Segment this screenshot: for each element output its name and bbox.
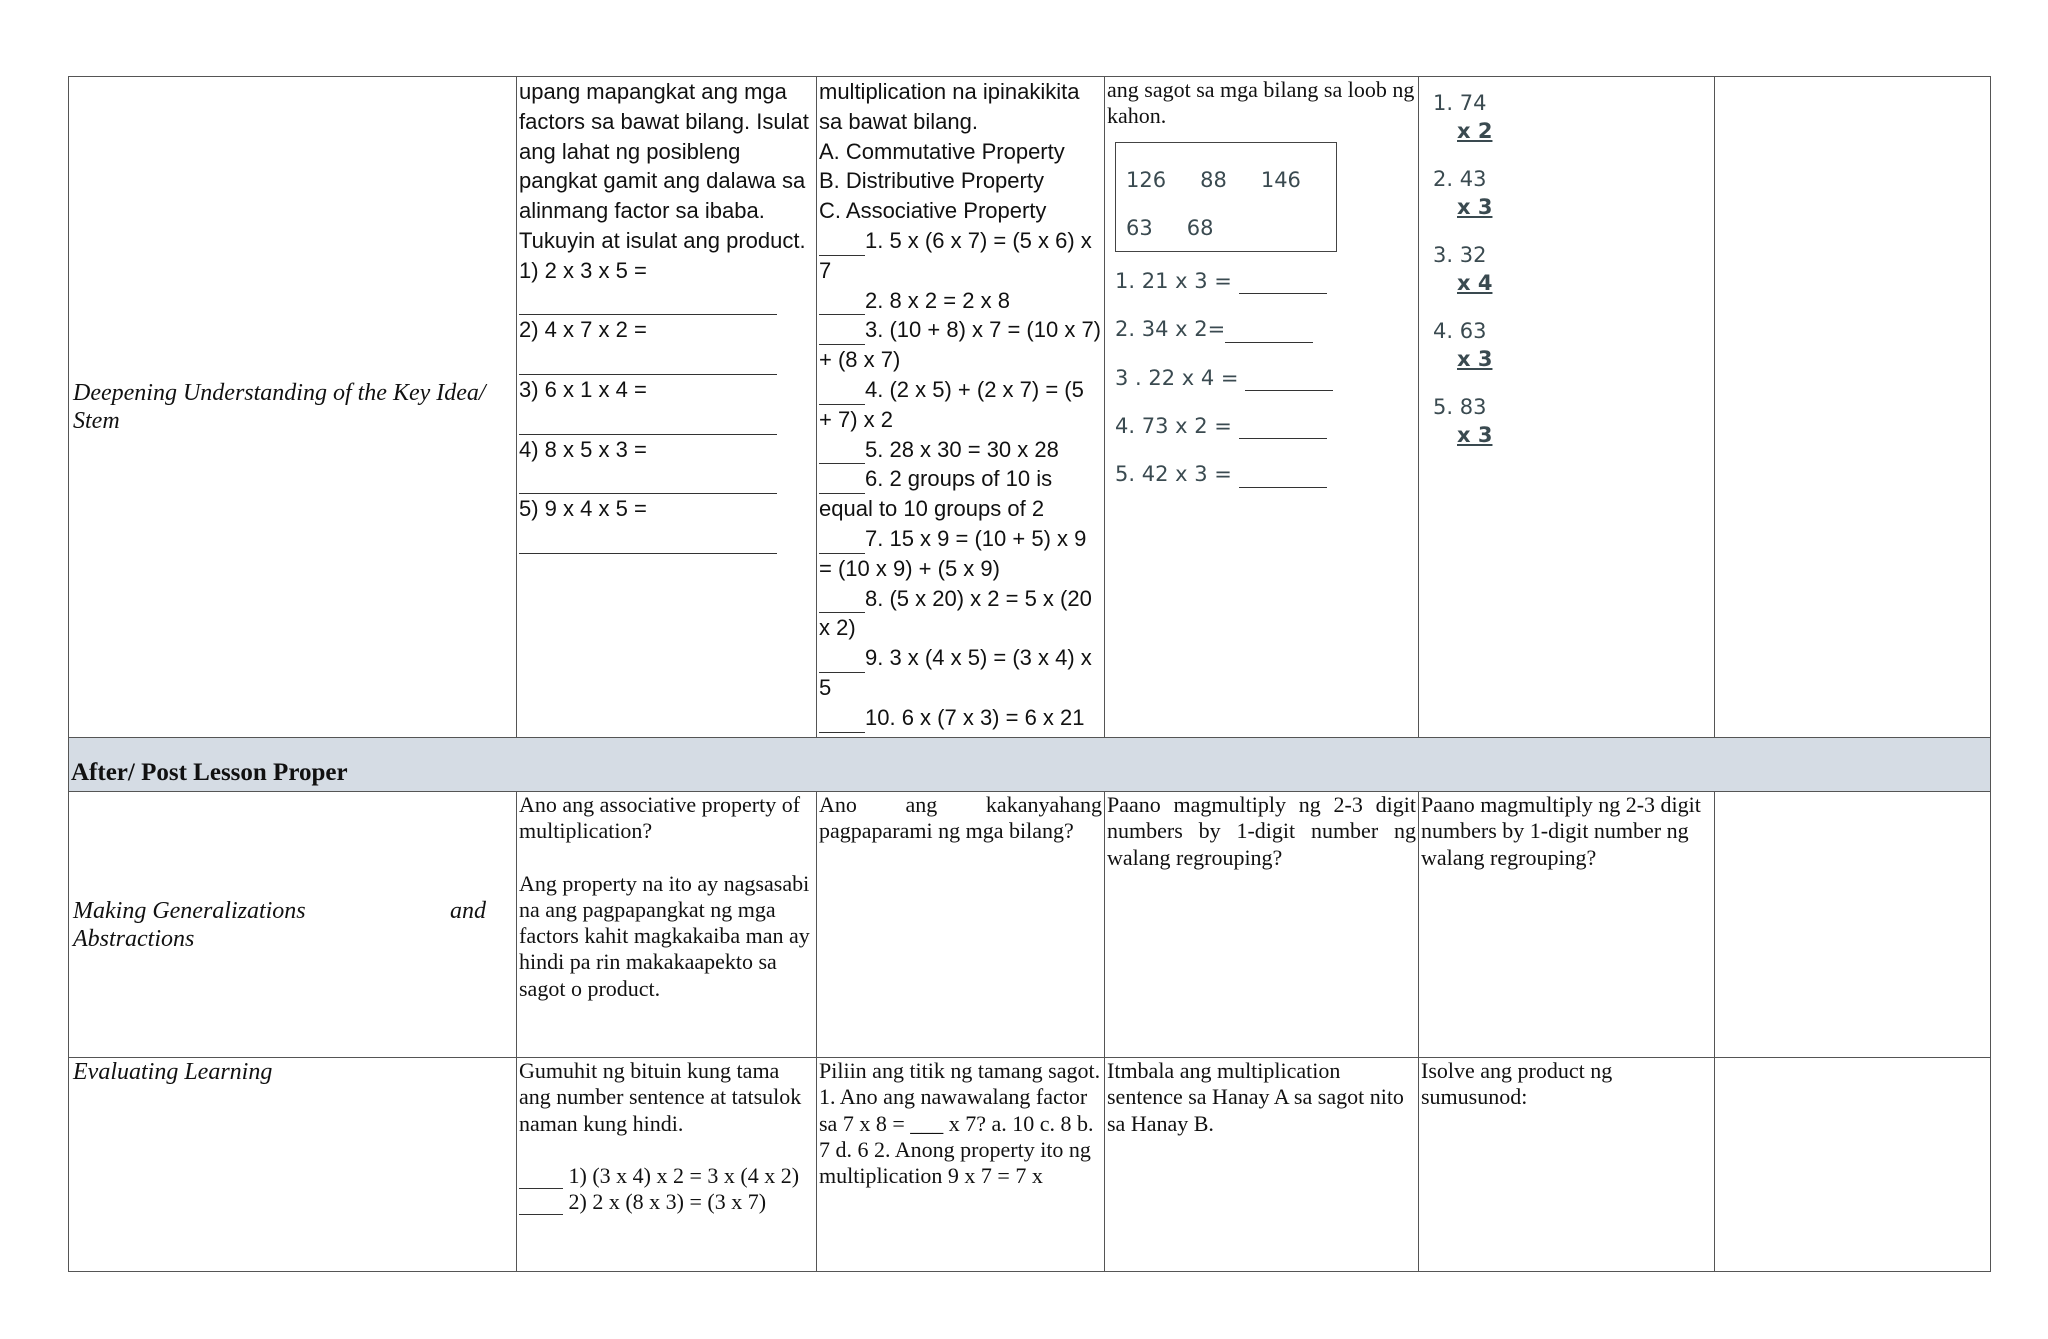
col1-item: 5) 9 x 4 x 5 =	[519, 496, 647, 522]
col3-instructions: ang sagot sa mga bilang sa loob ng kahon.	[1107, 77, 1415, 129]
evaluating-col5-empty	[1715, 1058, 1991, 1272]
property-item: 5. 28 x 30 = 30 x 28	[819, 435, 1102, 465]
question-text: Paano magmultiply ng 2-3 digit numbers by 1-digit number ng walang regrouping?	[1421, 792, 1701, 870]
answer-box	[1115, 142, 1337, 253]
table-row-deepening	[69, 77, 1991, 738]
property-item: 9. 3 x (4 x 5) = (3 x 4) x 5	[819, 645, 1092, 700]
answer-line	[519, 345, 814, 375]
question-text: Ano ang kakanyahang pagpaparami ng mga bilang?	[819, 792, 1102, 844]
property-item: 8. (5 x 20) x 2 = 5 x (20 x 2)	[819, 585, 1092, 641]
generalizations-col2	[817, 792, 1105, 1058]
answer-line	[519, 286, 814, 316]
answer-choice: 63	[1126, 215, 1153, 240]
property-item: 2. 8 x 2 = 2 x 8	[819, 286, 1102, 316]
answer-choice: 146	[1260, 167, 1301, 192]
property-item: 4. (2 x 5) + (2 x 7) = (5 + 7) x 2	[819, 376, 1084, 432]
generalizations-col5-empty	[1715, 792, 1991, 1058]
table-row-generalizations	[69, 792, 1991, 1058]
col1-item: 3) 6 x 1 x 4 =	[519, 376, 647, 402]
col1-item: 4) 8 x 5 x 3 =	[519, 436, 647, 462]
answer-box-row	[1126, 167, 1326, 193]
instructions-text: Itmbala ang multiplication sentence sa Hanay A sa sagot nito sa Hanay B.	[1107, 1058, 1404, 1136]
eval-item: 2) 2 x (8 x 3) = (3 x 7)	[519, 1189, 814, 1215]
question-text: Ano ang associative property of multiplication?	[519, 792, 801, 844]
generalizations-col1	[517, 792, 817, 1058]
instructions-text: Isolve ang product ng sumusunod:	[1421, 1058, 1613, 1110]
table-row-evaluating	[69, 1058, 1991, 1272]
generalizations-col4	[1419, 792, 1715, 1058]
lesson-plan-table	[68, 76, 1991, 1272]
answer-text: Ang property na ito ay nagsasabi na ang pagpapangkat ng mga factors kahit magkakaiba man ay hindi pa rin makakaapekto sa sagot o product.	[519, 870, 810, 1001]
deepening-col3	[1105, 77, 1419, 738]
section-band	[69, 738, 1991, 792]
row-label-deepening	[69, 77, 517, 738]
evaluating-col4	[1419, 1058, 1715, 1272]
property-item: 7. 15 x 9 = (10 + 5) x 9 = (10 x 9) + (5 x 9)	[819, 525, 1087, 581]
property-item: 1. 5 x (6 x 7) = (5 x 6) x 7	[819, 227, 1092, 283]
section-title: After/ Post Lesson Proper	[69, 738, 1991, 792]
evaluating-col2	[817, 1058, 1105, 1272]
row-label-generalizations	[69, 792, 517, 1058]
row-label-text: and	[450, 897, 486, 924]
deepening-col4	[1419, 77, 1715, 738]
question-text: Paano magmultiply ng 2-3 digit numbers by 1-digit number ng walang regrouping?	[1107, 792, 1416, 870]
eval-item: 1) (3 x 4) x 2 = 3 x (4 x 2)	[519, 1163, 814, 1189]
vertical-multiplication: 5. 83 x 3	[1433, 395, 1493, 447]
property-item: 6. 2 groups of 10 is equal to 10 groups of 2	[819, 466, 1053, 522]
row-label-evaluating	[69, 1058, 517, 1272]
deepening-col2	[817, 77, 1105, 738]
answer-line	[519, 405, 814, 435]
equation-item: 5. 42 x 3 =	[1115, 461, 1416, 487]
vertical-multiplication-list	[1433, 89, 1712, 449]
col2-instructions: multiplication na ipinakikita sa bawat bilang.	[819, 79, 1080, 134]
answer-choice: 68	[1186, 215, 1214, 240]
vertical-multiplication: 3. 32 x 4	[1433, 243, 1493, 295]
property-item: 3. (10 + 8) x 7 = (10 x 7) + (8 x 7)	[819, 317, 1102, 373]
property-item: 10. 6 x (7 x 3) = 6 x 21	[819, 703, 1102, 733]
property-option: C. Associative Property	[819, 198, 1047, 224]
equation-item: 4. 73 x 2 =	[1115, 413, 1416, 439]
answer-line	[519, 524, 814, 554]
row-label-text: Deepening Understanding of the Key Idea/ Stem	[73, 380, 486, 434]
answer-choice: 126	[1126, 167, 1167, 192]
answer-line	[519, 464, 814, 494]
row-label-text: Making Generalizations	[73, 897, 306, 924]
property-option: A. Commutative Property	[819, 138, 1065, 164]
row-label-text: Evaluating Learning	[73, 1059, 273, 1085]
equation-item: 2. 34 x 2=	[1115, 316, 1416, 342]
row-label-text: Abstractions	[73, 925, 195, 952]
vertical-multiplication: 4. 63 x 3	[1433, 319, 1493, 371]
property-option: B. Distributive Property	[819, 168, 1044, 194]
deepening-col1	[517, 77, 817, 738]
col1-item: 2) 4 x 7 x 2 =	[519, 317, 647, 343]
equation-item: 3 . 22 x 4 =	[1115, 365, 1416, 391]
col1-instructions: upang mapangkat ang mga factors sa bawat bilang. Isulat ang lahat ng posibleng pangkat gamit ang dalawa sa alinmang factor sa ibaba. Tukuyin at isulat ang product.	[519, 79, 809, 253]
vertical-multiplication: 1. 74 x 2	[1433, 91, 1493, 143]
evaluating-col1	[517, 1058, 817, 1272]
generalizations-col3	[1105, 792, 1419, 1058]
answer-box-row	[1126, 215, 1326, 241]
answer-choice: 88	[1200, 167, 1227, 192]
evaluating-col3	[1105, 1058, 1419, 1272]
instructions-text: Piliin ang titik ng tamang sagot. 1. Ano ang nawawalang factor sa 7 x 8 = ___ x 7? a. 10 c. 8 b. 7 d. 6 2. Anong property ito ng multiplication 9 x 7 = 7 x	[819, 1058, 1101, 1189]
col1-item: 1) 2 x 3 x 5 =	[519, 257, 647, 283]
equation-item: 1. 21 x 3 =	[1115, 268, 1416, 294]
deepening-col5-empty	[1715, 77, 1991, 738]
vertical-multiplication: 2. 43 x 3	[1433, 167, 1493, 219]
instructions-text: Gumuhit ng bituin kung tama ang number sentence at tatsulok naman kung hindi.	[519, 1058, 802, 1136]
